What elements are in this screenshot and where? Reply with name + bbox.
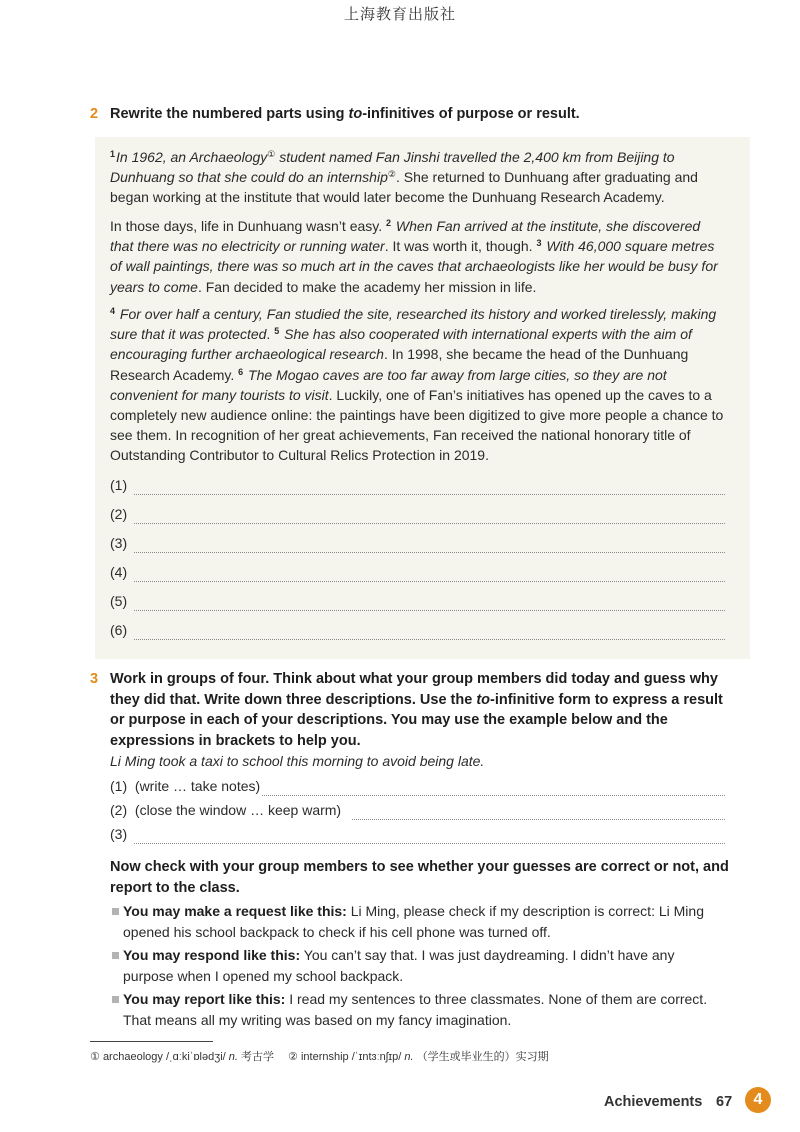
passage-paragraph-2: In those days, life in Dunhuang wasn’t easy. $^2$ When Fan arrived at the institute, she discovered that there was no electricity or running water. It was worth it, though. $^3$ With 46,000 square metres of wall paintings, there was so much art in the caves that archaeologists like her would be busy for years to come. Fan decided to make the academy her mission in life. [110,218,718,295]
bullet-square-icon [112,952,119,959]
footnote-2: ② internship /ˈɪntɜːnʃɪp/ n. （学生或毕业生的）实习期 [288,1051,549,1063]
unit-number-badge: 4 [745,1087,771,1113]
task-3-number: 3 [90,671,99,687]
answer-line-2[interactable]: (2) [110,505,725,527]
example-sentence: Li Ming took a taxi to school this morning to avoid being late. [110,753,485,769]
page-number: 67 [716,1094,733,1110]
footer-unit-title: Achievements [604,1094,703,1110]
description-line-2[interactable]: (2) (close the window … keep warm) [110,801,725,823]
bullet-square-icon [112,908,119,915]
footnote-divider [90,1041,213,1042]
answer-line-4[interactable]: (4) [110,563,725,585]
description-line-1[interactable]: (1) (write … take notes) [110,777,725,799]
task-3-instruction: Work in groups of four. Think about what your group members did today and guess why they did that. Write down three descriptions. Use the to-infinitive form to express a result or purpose in each of your descriptions. You may use the example below and the expressions in brackets to help you. [110,671,723,749]
footnote-1: ① archaeology /ˌɑːkiˈɒlədʒi/ n. 考古学 [90,1051,275,1063]
answer-line-5[interactable]: (5) [110,592,725,614]
answer-line-3[interactable]: (3) [110,534,725,556]
answer-line-6[interactable]: (6) [110,621,725,643]
bullet-square-icon [112,996,119,1003]
check-instruction: Now check with your group members to see whether your guesses are correct or not, and report to the class. [110,859,729,896]
task-2-instruction: Rewrite the numbered parts using to-infinitives of purpose or result. [110,106,580,122]
publisher-header: 上海教育出版社 [343,5,456,23]
description-line-3[interactable]: (3) [110,825,725,847]
passage-paragraph-3: $^4$ For over half a century, Fan studied the site, researched its history and worked tirelessly, making sure that it was protected. $^5$ She has also cooperated with international experts with the aim of encouraging further archaeological research. In 1998, she became the head of the Dunhuang Research Academy. $^6$ The Mogao caves are too far away from large cities, so they are not convenient for many tourists to visit. Luckily, one of Fan’s initiatives has opened up the caves to a completely new audience online: the paintings have been digitized to give more people a chance to see them. In recognition of her great achievements, Fan received the national honorary title of Outstanding Contributor to Cultural Relics Protection in 2019. [110,306,724,464]
passage-paragraph-1: $^1$In 1962, an Archaeology① student named Fan Jinshi travelled the 2,400 km from Beijing to Dunhuang so that she could do an internship②. She returned to Dunhuang after graduating and began working at the institute that would later become the Dunhuang Research Academy. [110,149,698,206]
task-2-number: 2 [90,106,99,122]
footnotes [90,1048,549,1064]
answer-line-1[interactable]: (1) [110,476,725,498]
